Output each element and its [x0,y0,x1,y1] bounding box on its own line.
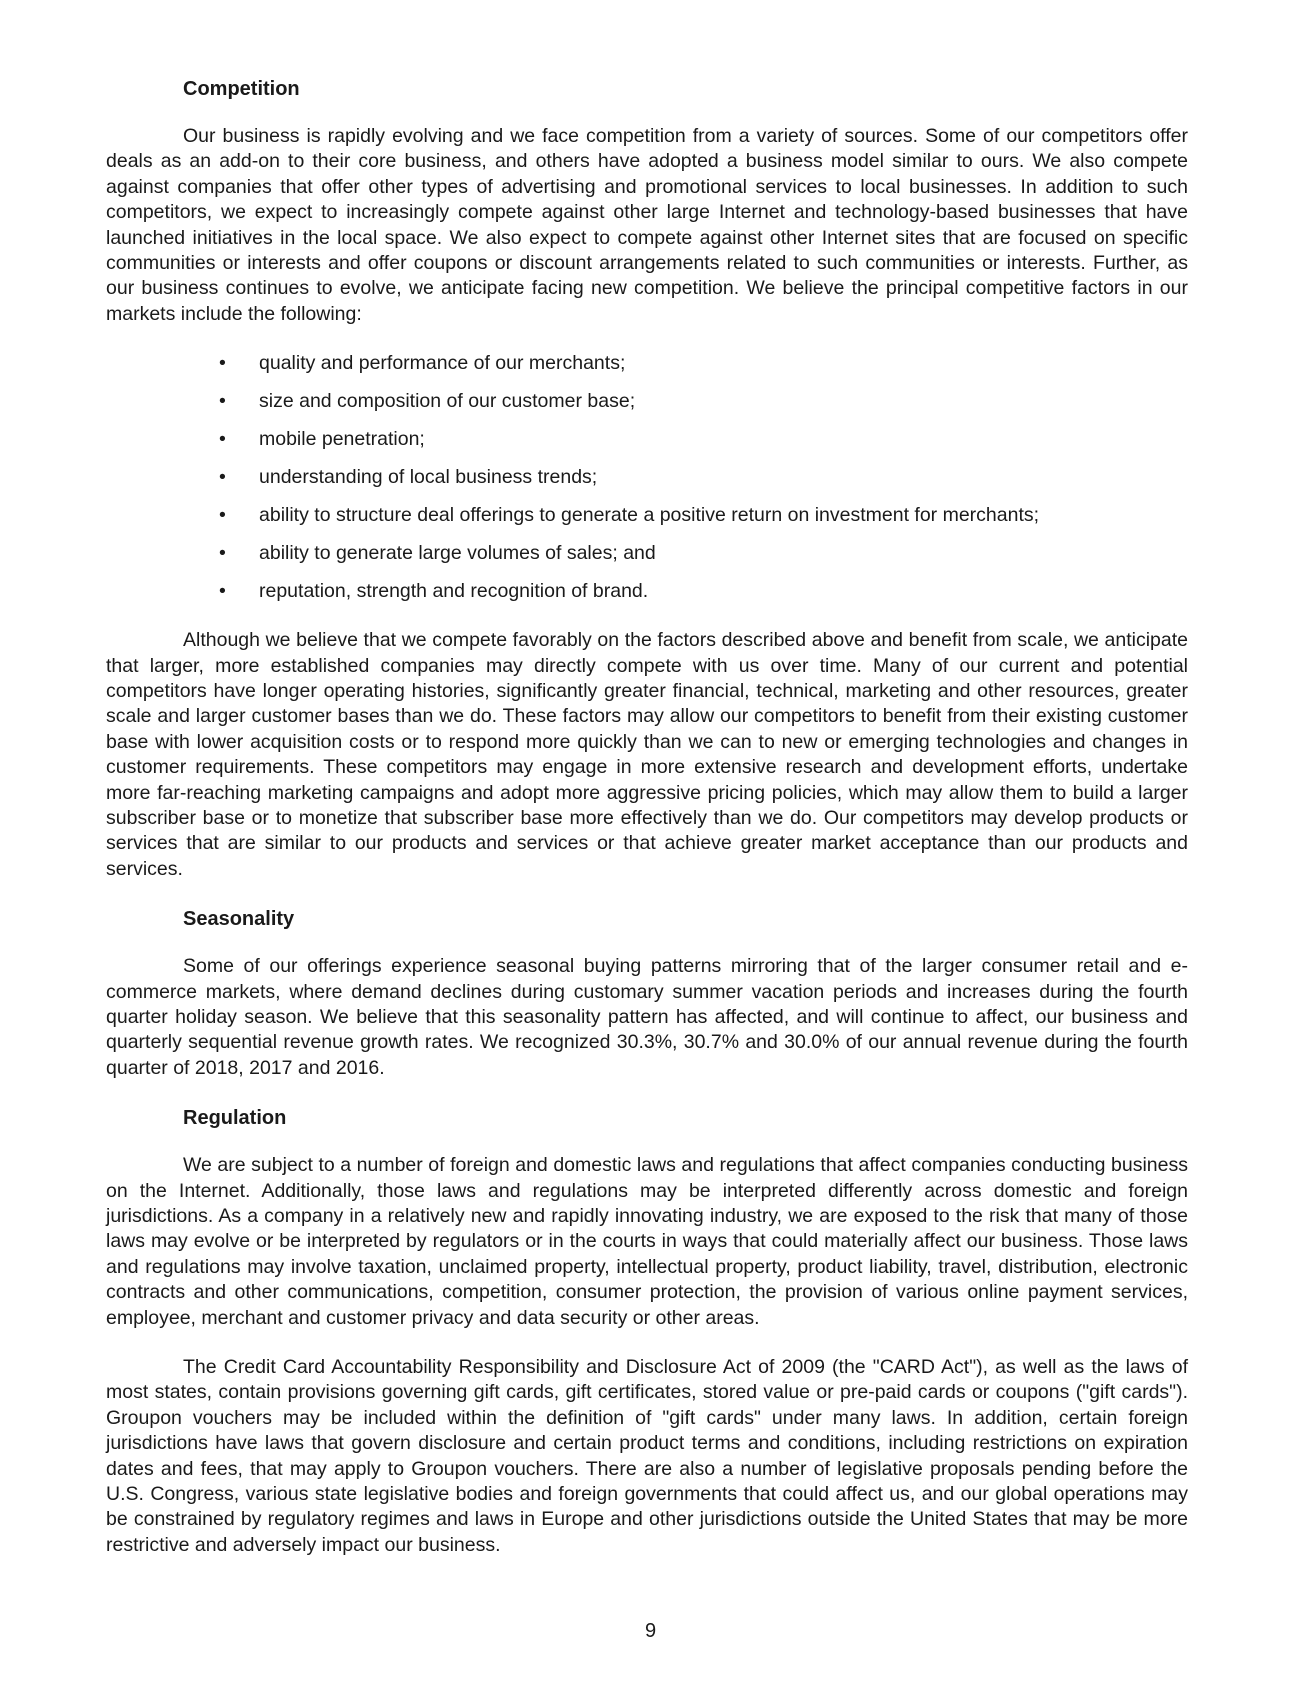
seasonality-paragraph: Some of our offerings experience seasonal buying patterns mirroring that of the larger consumer retail and e-commerce markets, where demand declines during customary summer vacation periods and increases during the fourth quarter holiday season. We believe that this seasonality pattern has affected, and will continue to affect, our business and quarterly sequential revenue growth rates. We recognized 30.3%, 30.7% and 30.0% of our annual revenue during the fourth quarter of 2018, 2017 and 2016. [106,955,1188,1079]
bullet-icon: • [219,428,226,451]
page-number: 9 [644,1620,657,1642]
regulation-paragraph-2: The Credit Card Accountability Responsibility and Disclosure Act of 2009 (the "CARD Act"), as well as the laws of most states, contain provisions governing gift cards, gift certificates, stored value or pre-paid cards or coupons ("gift cards"). Groupon vouchers may be included within the definition of "gift cards" under many laws. In addition, certain foreign jurisdictions have laws that govern disclosure and certain product terms and conditions, including restrictions on expiration dates and fees, that may apply to Groupon vouchers. There are also a number of legislative proposals pending before the U.S. Congress, various state legislative bodies and foreign governments that could affect us, and our global operations may be constrained by regulatory regimes and laws in Europe and other jurisdictions outside the United States that may be more restrictive and adversely impact our business. [106,1356,1188,1556]
list-item-text: quality and performance of our merchants; [259,352,626,375]
document-page [106,76,1188,1582]
bullet-icon: • [219,352,226,375]
competitive-factors-list [106,351,1188,604]
section-heading-regulation: Regulation [183,1107,287,1130]
regulation-paragraph-1: We are subject to a number of foreign and domestic laws and regulations that affect companies conducting business on the Internet. Additionally, those laws and regulations may be interpreted differently across domestic and foreign jurisdictions. As a company in a relatively new and rapidly innovating industry, we are exposed to the risk that many of those laws may evolve or be interpreted by regulators or in the courts in ways that could materially affect our business. Those laws and regulations may involve taxation, unclaimed property, intellectual property, product liability, travel, distribution, electronic contracts and other communications, competition, consumer protection, the provision of various online payment services, employee, merchant and customer privacy and data security or other areas. [106,1154,1188,1329]
section-heading-competition: Competition [183,78,300,100]
list-item-text: understanding of local business trends; [259,465,598,488]
list-item-text: ability to generate large volumes of sales; and [259,541,656,564]
section-heading-seasonality: Seasonality [183,908,295,931]
list-item-text: ability to structure deal offerings to generate a positive return on investment for merchants; [259,503,1040,526]
list-item [106,465,1188,490]
list-item-text: size and composition of our customer base; [259,390,636,413]
list-item [106,351,1188,376]
competition-closing-paragraph: Although we believe that we compete favorably on the factors described above and benefit from scale, we anticipate that larger, more established companies may directly compete with us over time. Many of our current and potential competitors have longer operating histories, significantly greater financial, technical, marketing and other resources, greater scale and larger customer bases than we do. These factors may allow our competitors to benefit from their existing customer base with lower acquisition costs or to respond more quickly than we can to new or emerging technologies and changes in customer requirements. These competitors may engage in more extensive research and development efforts, undertake more far-reaching marketing campaigns and adopt more aggressive pricing policies, which may allow them to build a larger subscriber base or to monetize that subscriber base more effectively than we do. Our competitors may develop products or services that are similar to our products and services or that achieve greater market acceptance than our products and services. [106,629,1188,880]
bullet-icon: • [219,579,226,602]
list-item [106,541,1188,566]
bullet-icon: • [219,503,226,526]
list-item [106,427,1188,452]
bullet-icon: • [219,465,226,488]
competition-intro-paragraph: Our business is rapidly evolving and we face competition from a variety of sources. Some of our competitors offer deals as an add-on to their core business, and others have adopted a business model similar to ours. We also compete against companies that offer other types of advertising and promotional services to local businesses. In addition to such competitors, we expect to increasingly compete against other large Internet and technology-based businesses that have launched initiatives in the local space. We also expect to compete against other Internet sites that are focused on specific communities or interests and offer coupons or discount arrangements related to such communities or interests. Further, as our business continues to evolve, we anticipate facing new competition. We believe the principal competitive factors in our markets include the following: [106,125,1188,325]
list-item-text: mobile penetration; [259,428,425,451]
bullet-icon: • [219,541,226,564]
list-item [106,503,1188,528]
bullet-icon: • [219,390,226,413]
list-item [106,579,1188,604]
list-item [106,389,1188,414]
list-item-text: reputation, strength and recognition of brand. [259,579,649,602]
